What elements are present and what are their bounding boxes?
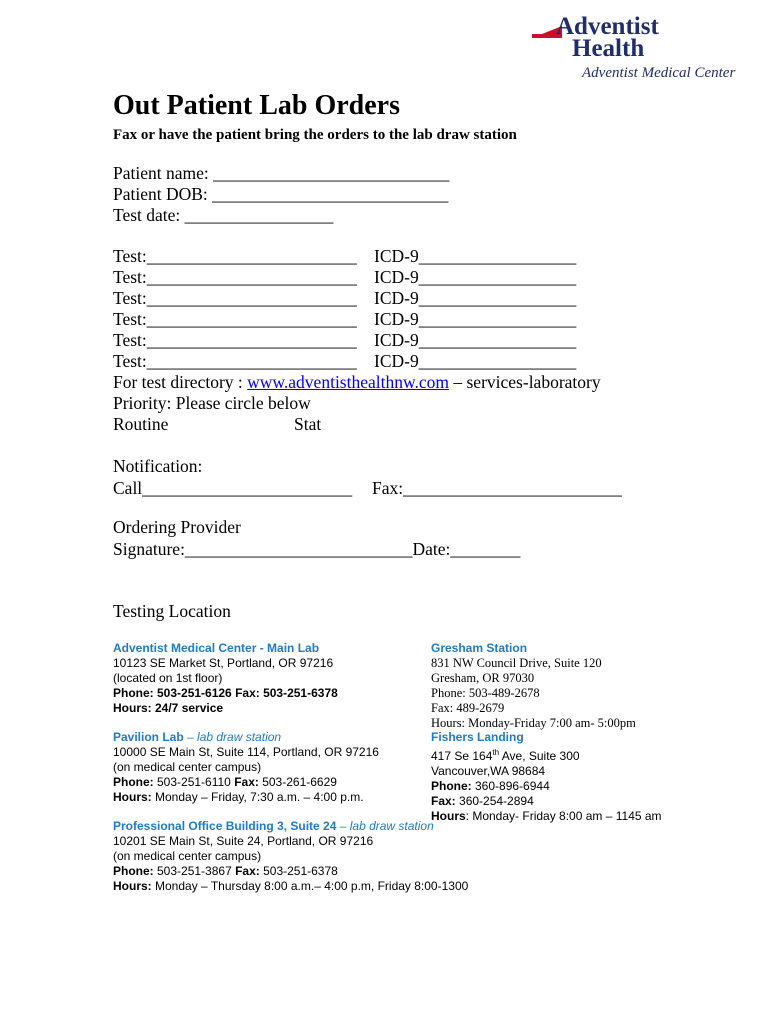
notification-call-field[interactable]: Call________________________ bbox=[113, 478, 353, 498]
fishers-name: Fishers Landing bbox=[431, 730, 524, 744]
testing-location-heading: Testing Location bbox=[113, 601, 231, 621]
fishers-fax-line: Fax: 360-254-2894 bbox=[431, 794, 534, 808]
notification-label: Notification: bbox=[113, 456, 203, 476]
fishers-hours-line: Hours: Monday- Friday 8:00 am – 1145 am bbox=[431, 809, 662, 823]
pavilion-note: (on medical center campus) bbox=[113, 760, 262, 774]
test-row bbox=[113, 288, 577, 309]
page-subtitle: Fax or have the patient bring the orders to the lab draw station bbox=[113, 127, 517, 143]
pob3-hours-line: Hours: Monday – Thursday 8:00 a.m.– 4:00 p.m, Friday 8:00-1300 bbox=[113, 879, 469, 893]
icd9-field[interactable]: ICD-9__________________ bbox=[374, 246, 577, 266]
pob3-block: Professional Office Building 3, Suite 24 – lab draw station 10201 SE Main St, Suite 24, Portland, OR 97216 (on medical center campus) Phone: 503-251-3867 Fax: 503-251-6378 Hours: Monday – Thursday 8:00 a.m.– 4:00 p.m, Friday 8:00-1300 bbox=[113, 819, 469, 893]
gresham-address: 831 NW Council Drive, Suite 120 bbox=[431, 656, 602, 670]
gresham-block bbox=[431, 641, 636, 731]
gresham-fax: Fax: 489-2679 bbox=[431, 701, 505, 715]
fishers-address: 417 Se 164th Ave, Suite 300 bbox=[431, 748, 580, 763]
gresham-phone: Phone: 503-489-2678 bbox=[431, 686, 540, 700]
priority-stat-option[interactable]: Stat bbox=[294, 414, 322, 434]
test-row bbox=[113, 330, 577, 351]
main-lab-phone: Phone: 503-251-6126 Fax: 503-251-6378 bbox=[113, 686, 338, 700]
test-field[interactable]: Test:________________________ bbox=[113, 330, 357, 350]
pob3-sub: lab draw station bbox=[349, 819, 434, 833]
pavilion-block: Pavilion Lab – lab draw station 10000 SE Main St, Suite 114, Portland, OR 97216 (on medical center campus) Phone: 503-251-6110 Fax: 503-261-6629 Hours: Monday – Friday, 7:30 a.m. – 4:00 p.m. bbox=[113, 730, 379, 804]
test-directory-link[interactable]: www.adventisthealthnw.com bbox=[247, 372, 449, 392]
fishers-phone-line: Phone: 360-896-6944 bbox=[431, 779, 550, 793]
page-title: Out Patient Lab Orders bbox=[113, 90, 400, 121]
provider-signature-field[interactable]: Signature:__________________________ bbox=[113, 539, 413, 559]
ordering-provider-label: Ordering Provider bbox=[113, 517, 241, 537]
priority-routine-option[interactable]: Routine bbox=[113, 414, 169, 434]
test-row bbox=[113, 267, 577, 288]
patient-dob-field[interactable]: Patient DOB: ___________________________ bbox=[113, 184, 449, 204]
provider-signature-row bbox=[113, 539, 520, 560]
patient-name-field[interactable]: Patient name: ___________________________ bbox=[113, 163, 450, 183]
priority-options bbox=[113, 414, 322, 435]
test-field[interactable]: Test:________________________ bbox=[113, 288, 357, 308]
main-lab-note: (located on 1st floor) bbox=[113, 671, 223, 685]
fishers-block bbox=[431, 730, 662, 824]
test-directory-prefix: For test directory : bbox=[113, 372, 248, 392]
test-directory-line bbox=[113, 372, 601, 393]
pob3-name: Professional Office Building 3, Suite 24 bbox=[113, 819, 337, 833]
test-row bbox=[113, 246, 577, 267]
icd9-field[interactable]: ICD-9__________________ bbox=[374, 267, 577, 287]
main-lab-name: Adventist Medical Center - Main Lab bbox=[113, 641, 320, 655]
test-field[interactable]: Test:________________________ bbox=[113, 351, 357, 371]
pob3-phone-line: Phone: 503-251-3867 Fax: 503-251-6378 bbox=[113, 864, 338, 878]
gresham-hours: Hours: Monday-Friday 7:00 am- 5:00pm bbox=[431, 716, 636, 730]
test-field[interactable]: Test:________________________ bbox=[113, 246, 357, 266]
pavilion-sub: lab draw station bbox=[197, 730, 282, 744]
test-field[interactable]: Test:________________________ bbox=[113, 309, 357, 329]
main-lab-address: 10123 SE Market St, Portland, OR 97216 bbox=[113, 656, 334, 670]
icd9-field[interactable]: ICD-9__________________ bbox=[374, 288, 577, 308]
pob3-address: 10201 SE Main St, Suite 24, Portland, OR 97216 bbox=[113, 834, 374, 848]
logo-subtitle: Adventist Medical Center bbox=[582, 65, 736, 81]
icd9-field[interactable]: ICD-9__________________ bbox=[374, 309, 577, 329]
pavilion-hours-line: Hours: Monday – Friday, 7:30 a.m. – 4:00 p.m. bbox=[113, 790, 364, 804]
adventist-health-logo bbox=[532, 10, 742, 85]
logo-text-health: Health bbox=[572, 35, 645, 62]
pavilion-phone-line: Phone: 503-251-6110 Fax: 503-261-6629 bbox=[113, 775, 337, 789]
provider-date-field[interactable]: Date:________ bbox=[412, 539, 521, 559]
test-row bbox=[113, 351, 577, 372]
logo-text-adventist: Adventist bbox=[556, 13, 659, 40]
test-directory-suffix: – services-laboratory bbox=[449, 372, 601, 392]
notification-fax-field[interactable]: Fax:_________________________ bbox=[372, 478, 622, 498]
icd9-field[interactable]: ICD-9__________________ bbox=[374, 351, 577, 371]
fishers-city: Vancouver,WA 98684 bbox=[431, 764, 546, 778]
test-row bbox=[113, 309, 577, 330]
pavilion-name: Pavilion Lab bbox=[113, 730, 184, 744]
test-field[interactable]: Test:________________________ bbox=[113, 267, 357, 287]
test-date-field[interactable]: Test date: _________________ bbox=[113, 205, 334, 225]
icd9-field[interactable]: ICD-9__________________ bbox=[374, 330, 577, 350]
priority-label: Priority: Please circle below bbox=[113, 393, 311, 413]
main-lab-block bbox=[113, 641, 338, 716]
gresham-city: Gresham, OR 97030 bbox=[431, 671, 535, 685]
main-lab-hours: Hours: 24/7 service bbox=[113, 701, 224, 715]
pavilion-address: 10000 SE Main St, Suite 114, Portland, OR 97216 bbox=[113, 745, 379, 759]
pob3-note: (on medical center campus) bbox=[113, 849, 262, 863]
gresham-name: Gresham Station bbox=[431, 641, 528, 655]
notification-row bbox=[113, 478, 622, 499]
